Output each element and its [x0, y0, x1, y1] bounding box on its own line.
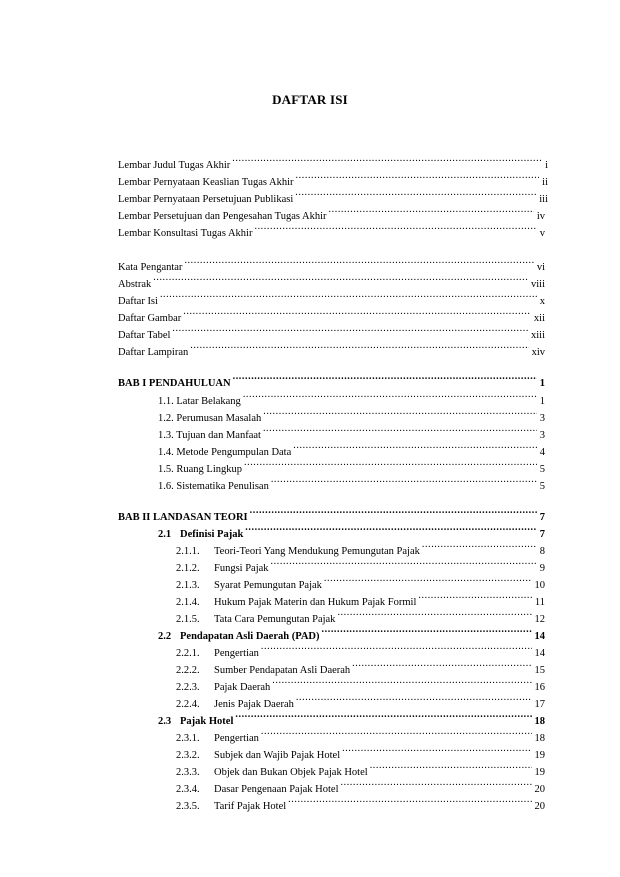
toc-entry-label: 1.6. Sistematika Penulisan: [158, 481, 269, 492]
section-title: Pajak Daerah: [214, 682, 271, 693]
toc-entry[interactable]: [118, 273, 545, 290]
dot-leader: [263, 424, 537, 438]
toc-entry-page: 4: [539, 447, 545, 458]
section-number: 2.3.5.: [176, 801, 200, 812]
toc-entry[interactable]: [158, 441, 545, 458]
dot-leader: [295, 188, 536, 202]
toc-entry[interactable]: [176, 557, 545, 574]
toc-entry[interactable]: [158, 475, 545, 492]
section-title: Pajak Hotel: [180, 716, 234, 727]
toc-entry-page: 18: [534, 716, 545, 727]
dot-leader: [418, 591, 531, 605]
dot-leader: [183, 307, 531, 321]
dot-leader: [160, 290, 537, 304]
toc-section-heading[interactable]: [158, 523, 545, 540]
toc-entry[interactable]: [176, 778, 545, 795]
section-number: 2.1.2.: [176, 563, 200, 574]
toc-entry-page: 15: [534, 665, 545, 676]
toc-entry-page: 19: [534, 750, 545, 761]
toc-entry-page: 14: [534, 648, 545, 659]
section-number: 2.3.3.: [176, 767, 200, 778]
dot-leader: [329, 205, 534, 219]
section-title: Fungsi Pajak: [214, 563, 269, 574]
dot-leader: [342, 744, 531, 758]
section-number: 2.1.4.: [176, 597, 200, 608]
toc-entry-page: xiv: [531, 347, 545, 358]
toc-entry[interactable]: [158, 424, 545, 441]
toc-entry-label: Abstrak: [118, 279, 152, 290]
dot-leader: [250, 506, 537, 520]
toc-entry[interactable]: [118, 256, 545, 273]
section-number: 2.2: [158, 631, 172, 642]
toc-section-heading[interactable]: [158, 710, 545, 727]
toc-entry-page: xii: [533, 313, 545, 324]
section-number: 2.1.1.: [176, 546, 200, 557]
toc-entry-page: 10: [534, 580, 545, 591]
dot-leader: [254, 222, 536, 236]
toc-entry-label: 1.4. Metode Pengumpulan Data: [158, 447, 292, 458]
toc-entry-page: 8: [539, 546, 545, 557]
dot-leader: [190, 341, 528, 355]
toc-entry[interactable]: [118, 205, 545, 222]
dot-leader: [263, 407, 537, 421]
toc-entry-page: 5: [539, 481, 545, 492]
section-title: Teori-Teori Yang Mendukung Pemungutan Pajak: [214, 546, 420, 557]
dot-leader: [261, 642, 532, 656]
toc-entry[interactable]: [176, 591, 545, 608]
toc-entry-page: x: [539, 296, 545, 307]
toc-entry[interactable]: [176, 693, 545, 710]
section-number: 2.2.1.: [176, 648, 200, 659]
section-title: Subjek dan Wajib Pajak Hotel: [214, 750, 341, 761]
toc-entry-page: 5: [539, 464, 545, 475]
dot-leader: [370, 761, 532, 775]
toc-entry[interactable]: [158, 458, 545, 475]
toc-entry[interactable]: [118, 290, 545, 307]
toc-entry-page: 12: [534, 614, 545, 625]
toc-entry[interactable]: [118, 171, 548, 188]
page-title: DAFTAR ISI: [272, 92, 348, 107]
toc-entry-label: Lembar Pernyataan Persetujuan Publikasi: [118, 194, 294, 205]
dot-leader: [245, 523, 536, 537]
dot-leader: [243, 390, 537, 404]
toc-entry[interactable]: [176, 676, 545, 693]
toc-entry-page: v: [539, 228, 545, 239]
dot-leader: [261, 727, 532, 741]
toc-entry[interactable]: [118, 222, 545, 239]
toc-entry[interactable]: [176, 659, 545, 676]
toc-entry-page: viii: [530, 279, 545, 290]
section-title: Sumber Pendapatan Asli Daerah: [214, 665, 351, 676]
section-number: 2.3: [158, 716, 172, 727]
toc-entry-label: 1.3. Tujuan dan Manfaat: [158, 430, 261, 441]
toc-entry-label: Daftar Gambar: [118, 313, 182, 324]
toc-entry-page: ii: [542, 177, 548, 188]
toc-entry-page: xiii: [530, 330, 545, 341]
dot-leader: [271, 475, 537, 489]
section-title: Pengertian: [214, 733, 259, 744]
section-title: Pendapatan Asli Daerah (PAD): [180, 631, 320, 642]
dot-leader: [341, 778, 532, 792]
section-number: 2.3.4.: [176, 784, 200, 795]
toc-entry[interactable]: [176, 608, 545, 625]
section-number: 2.1.3.: [176, 580, 200, 591]
toc-entry-label: Kata Pengantar: [118, 262, 183, 273]
toc-entry[interactable]: [176, 540, 545, 557]
toc-entry-label: 1.1. Latar Belakang: [158, 396, 241, 407]
dot-leader: [296, 171, 540, 185]
dot-leader: [272, 676, 531, 690]
toc-entry[interactable]: [118, 341, 545, 358]
toc-entry-label: BAB II LANDASAN TEORI: [118, 512, 248, 523]
dot-leader: [244, 458, 537, 472]
toc-entry-label: 1.2. Perumusan Masalah: [158, 413, 262, 424]
toc-entry-page: 14: [534, 631, 545, 642]
toc-entry-page: 20: [534, 784, 545, 795]
toc-entry-label: Lembar Konsultasi Tugas Akhir: [118, 228, 253, 239]
dot-leader: [232, 154, 542, 168]
dot-leader: [153, 273, 528, 287]
section-number: 2.1: [158, 529, 172, 540]
toc-entry-page: 1: [539, 396, 545, 407]
toc-entry-label: Lembar Pernyataan Keaslian Tugas Akhir: [118, 177, 294, 188]
section-title: Objek dan Bukan Objek Pajak Hotel: [214, 767, 368, 778]
toc-entry[interactable]: [176, 744, 545, 761]
toc-entry-page: 19: [534, 767, 545, 778]
section-number: 2.3.2.: [176, 750, 200, 761]
toc-chapter-heading[interactable]: [118, 506, 545, 523]
toc-entry[interactable]: [118, 324, 545, 341]
toc-entry-page: 1: [539, 378, 545, 389]
section-title: Hukum Pajak Materin dan Hukum Pajak Formil: [214, 597, 417, 608]
toc-chapter-heading[interactable]: [118, 372, 545, 389]
toc-entry-page: 7: [539, 529, 545, 540]
dot-leader: [337, 608, 531, 622]
toc-entry-page: 3: [539, 430, 545, 441]
toc-entry-page: i: [545, 160, 548, 171]
toc-entry-label: Lembar Judul Tugas Akhir: [118, 160, 231, 171]
toc-entry-label: [176, 800, 288, 814]
toc-entry-page: 7: [539, 512, 545, 523]
dot-leader: [233, 372, 537, 386]
section-title: Syarat Pemungutan Pajak: [214, 580, 322, 591]
dot-leader: [352, 659, 531, 673]
dot-leader: [235, 710, 531, 724]
toc-entry[interactable]: [176, 795, 545, 812]
toc-entry[interactable]: [118, 154, 548, 171]
toc-section-heading[interactable]: [158, 625, 545, 642]
toc-entry[interactable]: [158, 390, 545, 407]
toc-entry-page: iv: [536, 211, 545, 222]
dot-leader: [288, 795, 531, 809]
section-title: Definisi Pajak: [180, 529, 244, 540]
toc-entry[interactable]: [118, 307, 545, 324]
section-title: Tarif Pajak Hotel: [214, 801, 287, 812]
toc-entry[interactable]: [118, 188, 548, 205]
toc-entry[interactable]: [176, 727, 545, 744]
dot-leader: [172, 324, 528, 338]
section-number: 2.2.2.: [176, 665, 200, 676]
toc-entry[interactable]: [176, 642, 545, 659]
toc-entry-label: BAB I PENDAHULUAN: [118, 378, 231, 389]
section-number: 2.2.3.: [176, 682, 200, 693]
section-number: 2.2.4.: [176, 699, 200, 710]
toc-entry[interactable]: [158, 407, 545, 424]
section-number: 2.3.1.: [176, 733, 200, 744]
toc-entry-label: Lembar Persetujuan dan Pengesahan Tugas Akhir: [118, 211, 327, 222]
section-number: 2.1.5.: [176, 614, 200, 625]
toc-entry-page: 20: [534, 801, 545, 812]
toc-entry-page: vi: [536, 262, 545, 273]
section-title: Pengertian: [214, 648, 259, 659]
toc-entry[interactable]: [176, 574, 545, 591]
dot-leader: [184, 256, 533, 270]
toc-entry-label: 1.5. Ruang Lingkup: [158, 464, 242, 475]
toc-entry-page: iii: [539, 194, 548, 205]
section-title: Tata Cara Pemungutan Pajak: [214, 614, 336, 625]
toc-entry-page: 11: [534, 597, 545, 608]
dot-leader: [322, 625, 532, 639]
dot-leader: [271, 557, 537, 571]
dot-leader: [296, 693, 532, 707]
dot-leader: [422, 540, 537, 554]
section-title: Jenis Pajak Daerah: [214, 699, 294, 710]
toc-entry-label: Daftar Tabel: [118, 330, 171, 341]
dot-leader: [293, 441, 536, 455]
toc-entry-label: Daftar Lampiran: [118, 347, 189, 358]
toc-entry[interactable]: [176, 761, 545, 778]
dot-leader: [324, 574, 532, 588]
section-title: Dasar Pengenaan Pajak Hotel: [214, 784, 339, 795]
toc-entry-page: 16: [534, 682, 545, 693]
toc-entry-page: 18: [534, 733, 545, 744]
toc-entry-page: 3: [539, 413, 545, 424]
toc-entry-page: 17: [534, 699, 545, 710]
toc-entry-label: Daftar Isi: [118, 296, 158, 307]
toc-entry-page: 9: [539, 563, 545, 574]
